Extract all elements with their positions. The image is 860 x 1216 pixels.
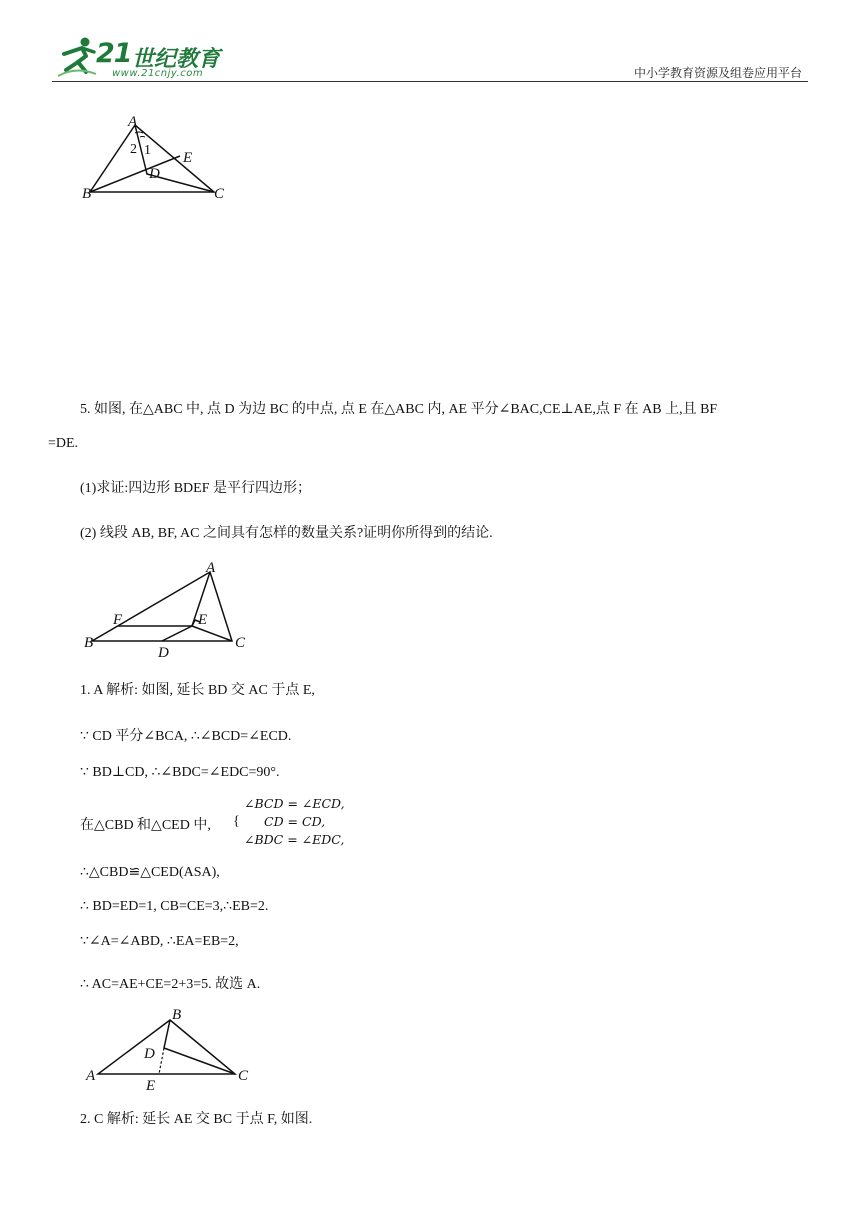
logo-title: 世纪教育 xyxy=(132,47,221,72)
fig2-label-d: D xyxy=(158,645,169,660)
fig1-angle-2: 2 xyxy=(130,142,137,157)
fig2-label-b: B xyxy=(84,635,94,651)
fig1-label-a: A xyxy=(128,114,138,130)
fig1-label-c: C xyxy=(214,186,225,202)
fig3-label-e: E xyxy=(146,1078,156,1094)
logo-url: www.21cnjy.com xyxy=(112,68,204,79)
problem-5-part-2: (2) 线段 AB, BF, AC 之间具有怎样的数量关系?证明你所得到的结论. xyxy=(80,526,493,541)
figure-2-parallelogram xyxy=(80,556,260,660)
fig1-label-d: D xyxy=(149,166,160,182)
system-equation-2: CD = CD, xyxy=(264,814,326,829)
system-equation-3: ∠BDC = ∠EDC, xyxy=(244,832,345,847)
figure-3-triangle xyxy=(80,1002,260,1094)
fig3-label-a: A xyxy=(86,1068,96,1084)
solution-2-intro: 2. C 解析: 延长 AE 交 BC 于点 F, 如图. xyxy=(80,1112,313,1127)
header-platform-text: 中小学教育资源及组卷应用平台 xyxy=(633,66,802,80)
logo-number: 21 xyxy=(96,38,132,69)
figure-1-triangle xyxy=(80,108,240,208)
system-equation-1: ∠BCD = ∠ECD, xyxy=(244,796,345,811)
fig2-label-a: A xyxy=(206,560,216,576)
solution-1-step-3: ∴△CBD≌△CED(ASA), xyxy=(80,865,220,880)
problem-5-statement: 5. 如图, 在△ABC 中, 点 D 为边 BC 的中点, 点 E 在△ABC 内, AE 平分∠BAC,CE⊥AE,点 F 在 AB 上,且 BF xyxy=(80,402,718,417)
solution-1-intro: 1. A 解析: 如图, 延长 BD 交 AC 于点 E, xyxy=(80,683,315,698)
site-logo xyxy=(56,36,236,82)
solution-1-step-5: ∵∠A=∠ABD, ∴EA=EB=2, xyxy=(80,934,239,949)
fig1-label-b: B xyxy=(82,186,92,202)
fig2-label-f: F xyxy=(113,612,123,628)
solution-1-step-1: ∵ CD 平分∠BCA, ∴∠BCD=∠ECD. xyxy=(80,729,292,744)
system-brace: { xyxy=(233,814,240,829)
fig3-label-b: B xyxy=(172,1007,182,1023)
fig2-label-e: E xyxy=(198,612,208,628)
fig2-label-c: C xyxy=(235,635,246,651)
solution-1-step-4: ∴ BD=ED=1, CB=CE=3,∴EB=2. xyxy=(80,899,269,914)
fig1-label-e: E xyxy=(183,150,193,166)
header-divider xyxy=(52,81,808,82)
fig3-label-d: D xyxy=(144,1046,155,1062)
fig3-label-c: C xyxy=(238,1068,249,1084)
problem-5-part-1: (1)求证:四边形 BDEF 是平行四边形； xyxy=(80,481,311,496)
system-lead-text: 在△CBD 和△CED 中, xyxy=(80,818,211,833)
problem-5-statement-cont: =DE. xyxy=(48,436,79,451)
fig1-angle-1: 1 xyxy=(144,143,151,158)
solution-1-step-2: ∵ BD⊥CD, ∴∠BDC=∠EDC=90°. xyxy=(80,765,280,780)
runner-logo-icon xyxy=(56,36,98,78)
solution-1-conclusion: ∴ AC=AE+CE=2+3=5. 故选 A. xyxy=(80,977,261,992)
